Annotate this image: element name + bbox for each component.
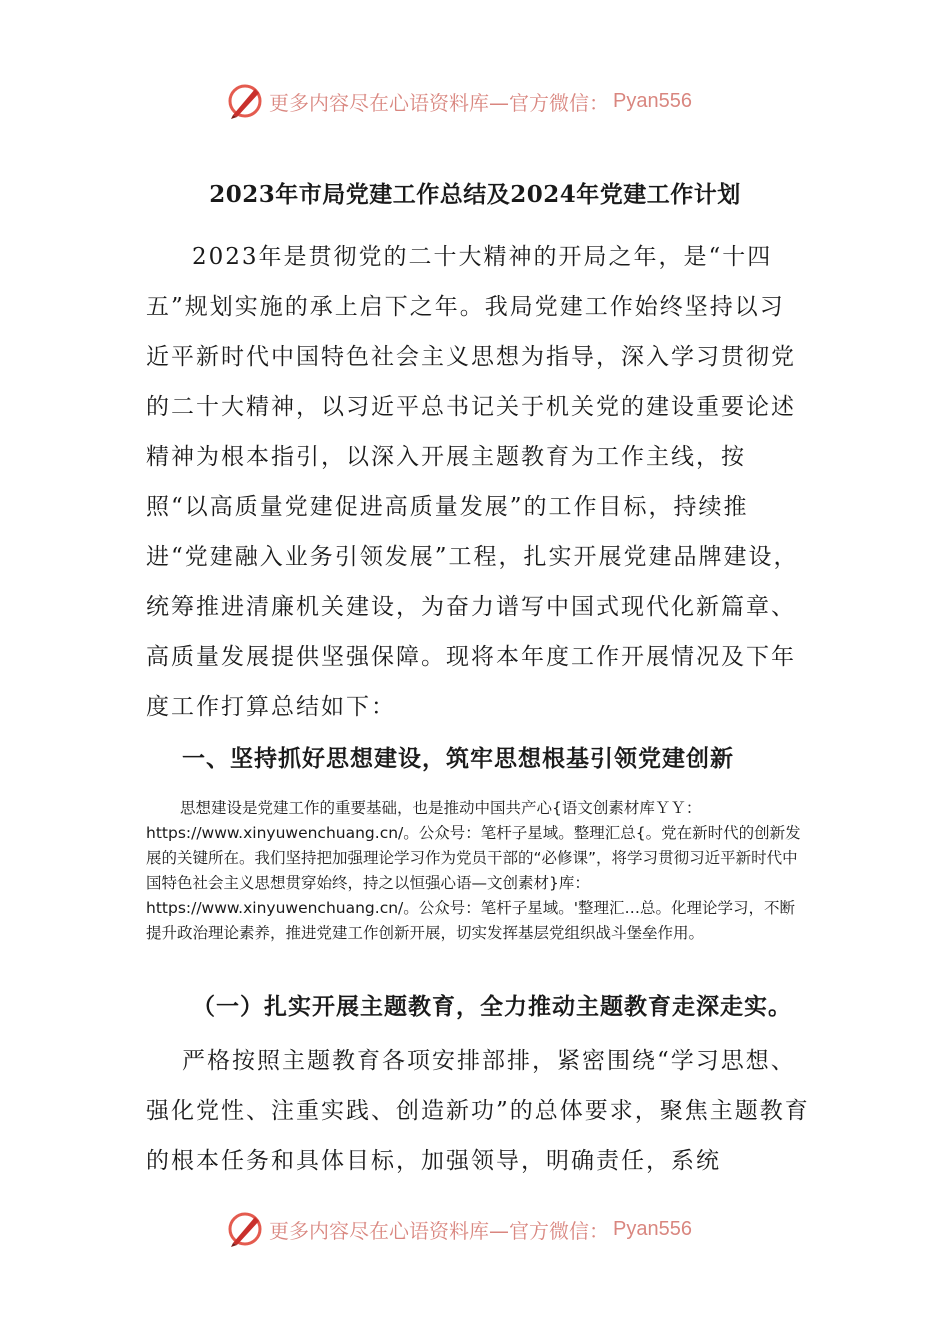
watermark-text: 更多内容尽在心语资料库—官方微信：	[269, 90, 609, 115]
subsection-heading-1: （一）扎实开展主题教育，全力推动主题教育走深走实。	[192, 994, 792, 1020]
intro-paragraph: 2023年是贯彻党的二十大精神的开局之年，是“十四五”规划实施的承上启下之年。我局党建工作始终坚持以习近平新时代中国特色社会主义思想为指导，深入学习贯彻党的二十大精神，以习近平总书记关于机关党的建设重要论述精神为根本指引，以深入开展主题教育为工作主线，按照“以高质量党建促进高质量发展”的工作目标，持续推进“党建融入业务引领发展”工程，扎实开展党建品牌建设，统筹推进清廉机关建设，为奋力谱写中国式现代化新篇章、高质量发展提供坚强保障。现将本年度工作开展情况及下年度工作打算总结如下：	[146, 244, 799, 720]
watermark-wechat-id: Pyan556	[613, 89, 692, 112]
watermark-text: 更多内容尽在心语资料库—官方微信：	[269, 1218, 609, 1243]
section-1-body: 思想建设是党建工作的重要基础，也是推动中国共产心{语文创素材库ＹＹ：https://www.xinyuwenchuang.cn/。公众号：笔杆子星域。整理汇总{。党在新时代的创新发展的关键所在。我们坚持把加强理论学习作为党员干部的“必修课”，将学习贯彻习近平新时代中国特色社会主义思想贯穿始终，持之以恒强心语—文创素材}库：https://www.xinyuwenchuang.cn/。公众号：笔杆子星域。'整理汇…总。化理论学习，不断提升政治理论素养，推进党建工作创新开展，切实发挥基层党组织战斗堡垒作用。	[146, 799, 801, 942]
watermark-banner-top	[225, 80, 745, 122]
watermark-wechat-id: Pyan556	[613, 1217, 692, 1240]
pen-logo-icon	[225, 1209, 265, 1249]
subsection-1-body: 严格按照主题教育各项安排部排，紧密围绕“学习思想、强化党性、注重实践、创造新功”的总体要求，聚焦主题教育的根本任务和具体目标，加强领导，明确责任，系统	[146, 1048, 810, 1174]
document-title: 2023年市局党建工作总结及2024年党建工作计划	[209, 181, 741, 208]
pen-logo-icon	[225, 81, 265, 121]
watermark-banner-bottom	[225, 1208, 745, 1250]
section-heading-1: 一、坚持抓好思想建设，筑牢思想根基引领党建创新	[182, 746, 734, 772]
